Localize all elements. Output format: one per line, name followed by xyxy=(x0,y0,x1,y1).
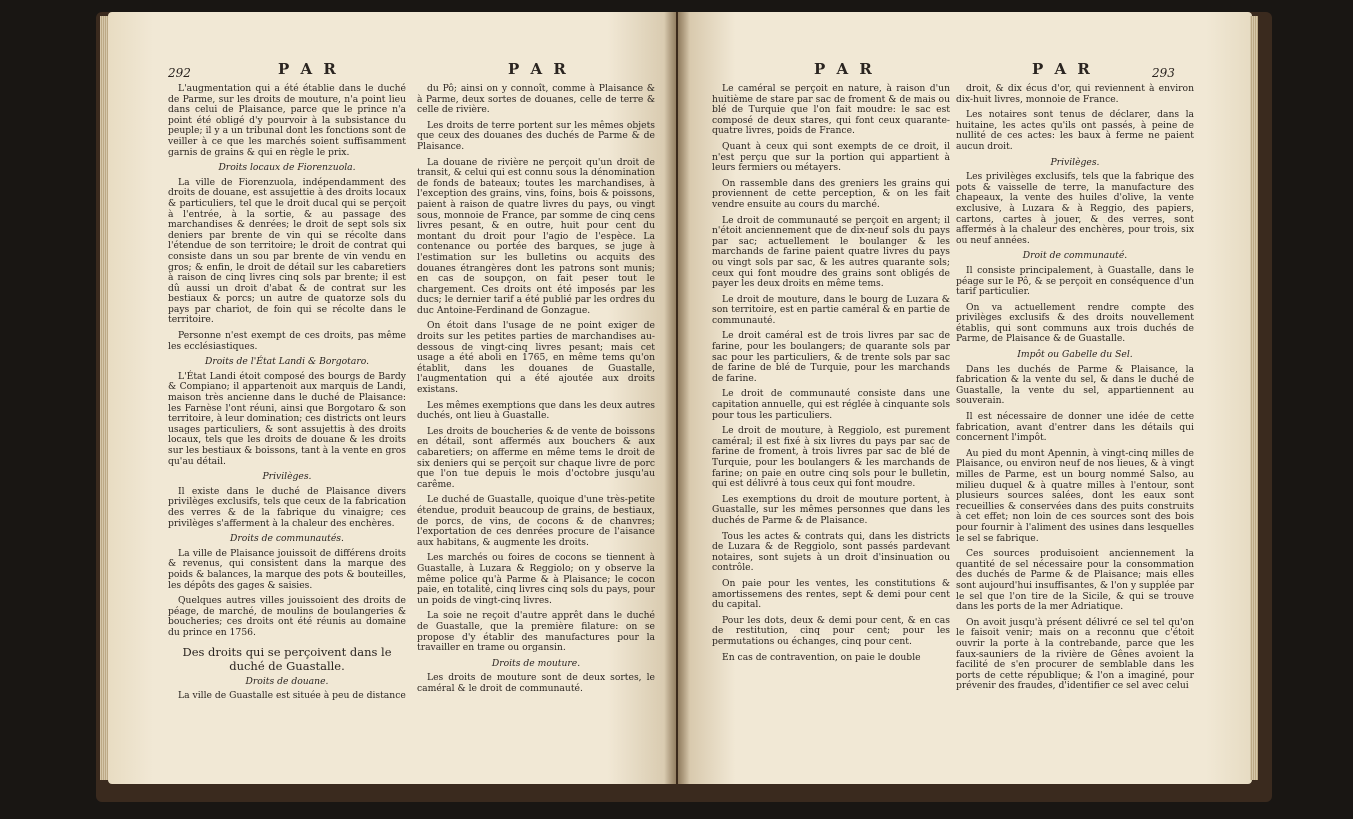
paragraph: Il consiste principalement, à Guastalle, dans le péage sur le Pô, & se perçoit en conséquence d'un tarif particulier. xyxy=(956,264,1194,298)
paragraph: du Pô; ainsi on y connoît, comme à Plaisance & à Parme, deux sortes de douanes, celle de terre & celle de rivière. xyxy=(417,83,655,116)
paragraph: Les droits de mouture sont de deux sortes, le caméral & le droit de communauté. xyxy=(417,672,655,694)
section-heading: Droits de douane. xyxy=(245,675,329,687)
paragraph: Quelques autres villes jouissoient des droits de péage, de marché, de moulins de boulangeries & boucheries; ces droits ont été réunis au domaine du prince en 1756. xyxy=(168,595,406,638)
right-page-edge xyxy=(1250,16,1258,780)
right-page-column-2 xyxy=(956,84,1194,697)
book-gutter xyxy=(664,12,690,784)
paragraph: Personne n'est exempt de ces droits, pas même les ecclésiastiques. xyxy=(168,330,406,352)
paragraph: Le droit de mouture, à Reggiolo, est purement caméral; il est fixé à six livres du pays par sac de farine de froment, à trois livres par sac de blé de Turquie, pour les boulangers & les marchands de farine; on paie en outre cinq sols pour le bulletin, qui est délivré à tous ceux qui font moudre. xyxy=(712,425,950,490)
paragraph: Il est nécessaire de donner une idée de cette fabrication, avant d'entrer dans les détails qui concernent l'impôt. xyxy=(956,411,1194,444)
right-page-header-right: P A R xyxy=(1032,60,1093,78)
section-heading: Droit de communauté. xyxy=(1022,250,1128,262)
paragraph: Les droits de boucheries & de vente de boissons en détail, sont affermés aux bouchers & aux cabaretiers; on afferme en même tems le droit de six deniers qui se perçoit sur chaque livre de porc que l'on tue depuis le mois d'octobre jusqu'au carême. xyxy=(417,425,655,490)
paragraph: Les exemptions du droit de mouture portent, à Guastalle, sur les mêmes personnes que dans les duchés de Parme & de Plaisance. xyxy=(712,493,950,526)
paragraph: Quant à ceux qui sont exempts de ce droit, il n'est perçu que sur la portion qui appartient à leurs fermiers ou métayers. xyxy=(712,140,950,174)
paragraph: Le caméral se perçoit en nature, à raison d'un huitième de stare par sac de froment & de mais ou blé de Turquie que l'on fait moudre: le sac est composé de deux stares, qui font ceux quarante-quatre livres, poids de France. xyxy=(712,83,950,137)
paragraph: Il existe dans le duché de Plaisance divers privilèges exclusifs, tels que ceux de la fabrication des verres & de la fabrique du vinaigre; ces privilèges s'afferment à la chaleur des enchères. xyxy=(168,485,406,529)
paragraph: On rassemble dans des greniers les grains qui proviennent de cette perception, & on les fait vendre ensuite au cours du marché. xyxy=(712,177,950,210)
paragraph: Dans les duchés de Parme & Plaisance, la fabrication & la vente du sel, & dans le duché de Guastalle, la vente du sel, appartiennent au souverain. xyxy=(956,363,1194,407)
paragraph: Le droit de mouture, dans le bourg de Luzara & son territoire, est en partie caméral & en partie de communauté. xyxy=(712,293,950,326)
paragraph: La soie ne reçoit d'autre apprêt dans le duché de Guastalle, que la première filature: on se propose d'y établir des manufactures pour la travailler en trame ou organsin. xyxy=(417,610,655,654)
section-heading: Droits de communautés. xyxy=(230,533,344,545)
paragraph: On paie pour les ventes, les constitutions & amortissemens des rentes, sept & demi pour cent du capital. xyxy=(712,577,950,611)
paragraph: La ville de Guastalle est située à peu de distance xyxy=(178,690,406,702)
section-heading: Droits de l'État Landi & Borgotaro. xyxy=(204,356,370,368)
right-page-header-left: P A R xyxy=(814,60,875,78)
paragraph: On avoit jusqu'à présent délivré ce sel tel qu'on le faisoit venir; mais on a reconnu que c'étoit ouvrir la porte à la contrebande, parce que les faux-sauniers de la rivière de Gênes avoient la facilité de s'en procurer de semblable dans les ports de cette république; & l'on a imaginé, pour prévenir des fraudes, d'identifier ce sel avec celui xyxy=(956,616,1194,692)
paragraph: L'État Landi étoit composé des bourgs de Bardy & Compiano; il appartenoit aux marquis de Landi, maison très ancienne dans le duché de Plaisance: les Farnèse l'ont réuni, ainsi que Borgotaro & son territoire, à leur domination; ces districts ont leurs usages particuliers, & sont assujettis à des droits locaux, tels que les droits de douane & les droits sur les bestiaux & boissons, tant à la vente en gros qu'au détail. xyxy=(168,370,406,467)
paragraph: Les droits de terre portent sur les mêmes objets que ceux des douanes des duchés de Parme & de Plaisance. xyxy=(417,119,655,152)
paragraph: L'augmentation qui a été établie dans le duché de Parme, sur les droits de mouture, n'a point lieu dans celui de Plaisance, parce que le prince n'a point été obligé d'y pourvoir à la subsistance du peuple; il y a un tribunal dont les fonctions sont de veiller à ce que les marchés soient suffisamment garnis de grains & qui en règle le prix. xyxy=(168,83,406,158)
paragraph: Tous les actes & contrats qui, dans les districts de Luzara & de Reggiolo, sont passés pardevant notaires, sont sujets à un droit d'insinuation ou contrôle. xyxy=(712,530,950,574)
section-heading: Privilèges. xyxy=(1050,156,1100,168)
paragraph: Le droit de communauté consiste dans une capitation annuelle, qui est réglée à cinquante sols pour tous les particuliers. xyxy=(712,388,950,421)
paragraph: Le droit de communauté se perçoit en argent; il n'étoit anciennement que de dix-neuf sols du pays par sac; actuellement le boulanger & les marchands de farine paient quatre livres du pays ou vingt sols par sac, & les autres quarante sols; ceux qui font moudre des grains sont obligés de payer les deux droits en même tems. xyxy=(712,214,950,290)
paragraph: Les notaires sont tenus de déclarer, dans la huitaine, les actes qu'ils ont passés, à peine de nullité de ces actes: les baux à ferme ne paient aucun droit. xyxy=(956,109,1194,152)
section-heading: Droits de mouture. xyxy=(491,657,581,669)
paragraph: Le duché de Guastalle, quoique d'une très-petite étendue, produit beaucoup de grains, de bestiaux, de porcs, de vins, de cocons & de chanvres; l'exportation de ces denrées procure de l'aisance aux habitans, & augmente les droits. xyxy=(417,494,655,548)
paragraph: La ville de Fiorenzuola, indépendamment des droits de douane, est assujettie à des droits locaux & particuliers, tel que le droit ducal qui se perçoit à l'entrée, à la sortie, & au passage des marchandises & denrées; le droit de sept sols six deniers par brente de vin qui se récolte dans l'étendue de son territoire; le droit de contrat qui consiste dans un sou par brente de vin vendu en gros; & enfin, le droit de détail sur les cabaretiers à raison de cinq livres cinq sols par brente; il est dû aussi un droit d'abat & de contrat sur les bestiaux & porcs; un autre de quatorze sols du pays par chariot, de foin qui se récolte dans le territoire. xyxy=(168,176,406,326)
paragraph: On va actuellement rendre compte des privilèges exclusifs & des droits nouvellement établis, qui sont communs aux trois duchés de Parme, de Plaisance & de Guastalle. xyxy=(956,301,1194,345)
paragraph: Les privilèges exclusifs, tels que la fabrique des pots & vaisselle de terre, la manufacture des chapeaux, la vente des huiles d'olive, la vente exclusive, à Luzara & à Reggio, des papiers, cartons, cartes à jouer, & des verres, sont affermés à la chaleur des enchères, pour trois, six ou neuf années. xyxy=(956,171,1194,246)
paragraph: Le droit caméral est de trois livres par sac de farine, pour les boulangers; de quarante sols par sac pour les particuliers, & de trente sols par sac de farine de blé de Turquie, pour les marchands de farine. xyxy=(712,330,950,384)
paragraph: La douane de rivière ne perçoit qu'un droit de transit, & celui qui est connu sous la dénomination de fonds de bateaux; toutes les marchandises, à l'exception des grains, vins, foins, bois & poissons, paient à raison de quatre livres du pays, ou vingt sous, monnoie de France, par somme de cinq cens livres pesant, & en outre, huit pour cent du montant du droit pour l'agio de l'espèce. La contenance ou portée des barques, se juge à l'estimation sur les bulletins ou acquits des douanes étrangères dont les patrons sont munis; en cas de soupçon, on fait peser tout le chargement. Ces droits ont été imposés par les ducs; le dernier tarif a été publié par les ordres du duc Antoine-Ferdinand de Gonzague. xyxy=(417,156,655,316)
right-page-number: 293 xyxy=(1152,66,1175,80)
paragraph: Ces sources produisoient anciennement la quantité de sel nécessaire pour la consommation des duchés de Parme & de Plaisance; mais elles sont aujourd'hui insuffisantes, & l'on y supplée par le sel que l'on tire de la Sicile, & qui se trouve dans les ports de la mer Adriatique. xyxy=(956,548,1194,613)
major-heading: Des droits qui se perçoivent dans le duché de Guastalle. xyxy=(182,644,392,673)
paragraph: En cas de contravention, on paie le double xyxy=(722,651,921,663)
right-page-column-1 xyxy=(712,84,950,668)
paragraph: Pour les dots, deux & demi pour cent, & en cas de restitution, cinq pour cent; pour les permutations ou échanges, cinq pour cent. xyxy=(712,614,950,647)
section-heading: Impôt ou Gabelle du Sel. xyxy=(1017,349,1133,361)
section-heading: Droits locaux de Fiorenzuola. xyxy=(218,162,356,174)
paragraph: Les marchés ou foires de cocons se tiennent à Guastalle, à Luzara & Reggiolo; on y observe la même police qu'à Parme & à Plaisance; le cocon paie, en totalité, cinq livres cinq sols du pays, pour un poids de vingt-cinq livres. xyxy=(417,552,655,606)
left-page-header-right: P A R xyxy=(508,60,569,78)
left-page-column-1 xyxy=(168,84,406,707)
paragraph: droit, & dix écus d'or, qui reviennent à environ dix-huit livres, monnoie de France. xyxy=(956,83,1194,105)
paragraph: On étoit dans l'usage de ne point exiger de droits sur les petites parties de marchandises au-dessous de vingt-cinq livres pesant; mais cet usage a été aboli en 1765, en même tems qu'on établit, dans les douanes de Guastalle, l'augmentation qui a été ajoutée aux droits existans. xyxy=(417,320,655,396)
paragraph: Au pied du mont Apennin, à vingt-cinq milles de Plaisance, ou environ neuf de nos lieues, & à vingt milles de Parme, est un bourg nommé Salso, au milieu duquel & à quatre milles à l'entour, sont plusieurs sources salées, dont les eaux sont recueillies & conservées dans des puits construits à cet effet; non loin de ces sources sont des bois pour fournir à l'aliment des usines dans lesquelles le sel se fabrique. xyxy=(956,447,1194,544)
left-page-number: 292 xyxy=(168,66,191,80)
paragraph: La ville de Plaisance jouissoit de différens droits & revenus, qui consistent dans la marque des poids & balances, la marque des pots & bouteilles, les dépôts des gages & saisies. xyxy=(168,547,406,591)
left-page-header-left: P A R xyxy=(278,60,339,78)
left-page-column-2 xyxy=(417,84,655,699)
section-heading: Privilèges. xyxy=(262,471,312,483)
paragraph: Les mêmes exemptions que dans les deux autres duchés, ont lieu à Guastalle. xyxy=(417,399,655,422)
left-page-edge xyxy=(100,16,108,780)
